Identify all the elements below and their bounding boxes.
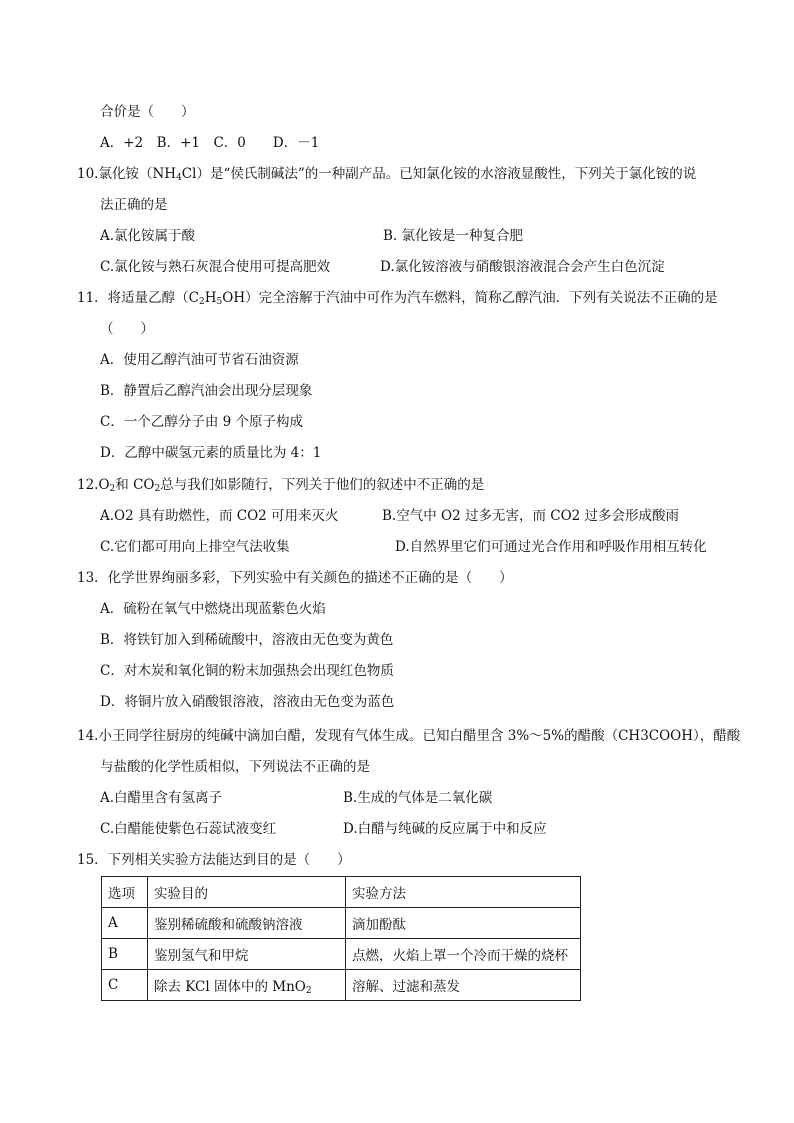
q14-option-a: A.白醋里含有氢离子 [100, 790, 223, 806]
row-key: C [102, 970, 148, 1001]
experiment-table [101, 876, 581, 1001]
q10-option-c: C.氯化铵与熟石灰混合使用可提高肥效 [100, 259, 331, 275]
q10-stem-line2: 法正确的是 [100, 197, 168, 213]
q14-stem-line2: 与盐酸的化学性质相似，下列说法不正确的是 [100, 759, 370, 775]
table-header-row [102, 877, 581, 908]
q10-option-d: D.氯化铵溶液与硝酸银溶液混合会产生白色沉淀 [380, 259, 665, 275]
row-method: 点燃，火焰上罩一个冷而干燥的烧杯 [346, 939, 581, 970]
header-option: 选项 [102, 877, 148, 908]
q13-option-a: A．硫粉在氧气中燃烧出现蓝紫色火焰 [100, 601, 326, 617]
q15-stem: 15．下列相关实验方法能达到目的是（ ） [77, 852, 351, 868]
row-purpose: 除去 KCl 固体中的 MnO$_2$ [148, 970, 346, 1001]
q13-stem: 13．化学世界绚丽多彩，下列实验中有关颜色的描述不正确的是（ ） [77, 570, 513, 586]
q11-paren: （ ） [100, 321, 154, 337]
row-key: A [102, 908, 148, 939]
q9-tail: 合价是（ ） [100, 104, 195, 120]
row-purpose: 鉴别氢气和甲烷 [148, 939, 346, 970]
q14-option-b: B.生成的气体是二氧化碳 [343, 790, 493, 806]
q11-option-c: C．一个乙醇分子由 9 个原子构成 [100, 414, 304, 430]
row-key: B [102, 939, 148, 970]
q12-option-b: B.空气中 O2 过多无害，而 CO2 过多会形成酸雨 [382, 508, 680, 524]
q13-option-d: D．将铜片放入硝酸银溶液，溶液由无色变为蓝色 [100, 694, 395, 710]
q10-option-a: A.氯化铵属于酸 [100, 228, 196, 244]
q13-option-b: B．将铁钉加入到稀硫酸中，溶液由无色变为黄色 [100, 632, 394, 648]
q11-stem: 11．将适量乙醇$(C_2H_5OH)$完全溶解于汽油中可作为汽车燃料，简称乙醇汽油．下列有关说法不正确的是 [77, 290, 718, 307]
q10-option-b: B. 氯化铵是一种复合肥 [383, 228, 524, 244]
q13-option-c: C．对木炭和氧化铜的粉末加强热会出现红色物质 [100, 663, 394, 679]
row-method: 溶解、过滤和蒸发 [346, 970, 581, 1001]
table-row [102, 908, 581, 939]
q12-option-c: C.它们都可用向上排空气法收集 [100, 539, 290, 555]
q10-stem: 10.氯化铵$(NH_4Cl)$是“侯氏制碱法”的一种副产品。已知氯化铵的水溶液显酸性，下列关于氯化铵的说 [77, 166, 697, 183]
q14-stem: 14.小王同学往厨房的纯碱中滴加白醋，发现有气体生成。已知白醋里含 3%～5%的醋酸（CH3COOH），醋酸 [77, 728, 741, 744]
q12-option-a: A.O2 具有助燃性，而 CO2 可用来灭火 [100, 508, 339, 524]
q12-stem: $12.O_2$和 $CO_2$总与我们如影随行，下列关于他们的叙述中不正确的是 [77, 477, 485, 494]
table-row [102, 939, 581, 970]
q14-option-c: C.白醋能使紫色石蕊试液变红 [100, 821, 277, 837]
q11-option-d: D．乙醇中碳氢元素的质量比为 4：1 [100, 445, 322, 461]
table-row [102, 970, 581, 1001]
header-method: 实验方法 [346, 877, 581, 908]
q12-option-d: D.自然界里它们可通过光合作用和呼吸作用相互转化 [395, 539, 707, 555]
q11-option-b: B．静置后乙醇汽油会出现分层现象 [100, 383, 313, 399]
q14-option-d: D.白醋与纯碱的反应属于中和反应 [343, 821, 547, 837]
q11-option-a: A．使用乙醇汽油可节省石油资源 [100, 352, 299, 368]
row-purpose: 鉴别稀硫酸和硫酸钠溶液 [148, 908, 346, 939]
header-purpose: 实验目的 [148, 877, 346, 908]
row-method: 滴加酚酞 [346, 908, 581, 939]
q9-options: A．+2 B．+1 C．0 D．－1 [100, 135, 320, 151]
